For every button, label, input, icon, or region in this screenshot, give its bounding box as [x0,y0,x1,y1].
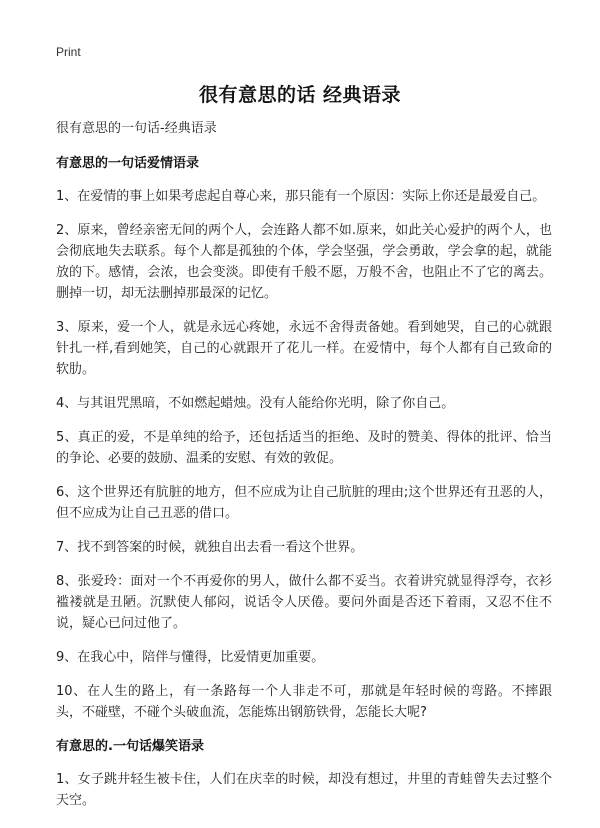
quote-paragraph: 2、原来，曾经亲密无间的两个人，会连路人都不如.原来，如此关心爱护的两个人，也会彻底地失去联系。每个人都是孤独的个体，学会坚强，学会勇敢，学会拿的起，就能放的下。感情，会浓，也会变淡。即使有千般不愿，万般不舍，也阻止不了它的离去。删掉一切，却无法删掉那最深的记忆。 [56,223,552,301]
quote-paragraph: 6、这个世界还有肮脏的地方，但不应成为让自己肮脏的理由;这个世界还有丑恶的人，但不应成为让自己丑恶的借口。 [56,485,552,521]
section-heading-funny: 有意思的.一句话爆笑语录 [56,739,204,754]
article-body [56,118,552,823]
quote-paragraph: 4、与其诅咒黑暗，不如燃起蜡烛。没有人能给你光明，除了你自己。 [56,396,455,411]
quote-paragraph: 7、找不到答案的时候，就独自出去看一看这个世界。 [56,540,364,555]
quote-paragraph: 3、原来，爱一个人，就是永远心疼她，永远不舍得责备她。看到她哭，自己的心就跟针扎一样,看到她笑，自己的心就跟开了花儿一样。在爱情中，每个人都有自己致命的软肋。 [56,320,552,377]
quote-paragraph: 1、在爱情的事上如果考虑起自尊心来，那只能有一个原因：实际上你还是最爱自己。 [56,189,546,204]
section-heading-love: 有意思的一句话爱情语录 [56,156,200,171]
quote-paragraph: 5、真正的爱，不是单纯的给予，还包括适当的拒绝、及时的赞美、得体的批评、恰当的争论、必要的鼓励、温柔的安慰、有效的敦促。 [56,430,552,466]
quote-paragraph: 1、女子跳井轻生被卡住，人们在庆幸的时候，却没有想过，井里的青蛙曾失去过整个天空。 [56,772,552,808]
quote-paragraph: 9、在我心中，陪伴与懂得，比爱情更加重要。 [56,650,325,665]
page-title: 很有意思的话 经典语录 [198,84,402,106]
print-link[interactable]: Print [56,45,81,59]
article-subtitle: 很有意思的一句话-经典语录 [56,121,217,136]
quote-paragraph: 8、张爱玲：面对一个不再爱你的男人，做什么都不妥当。衣着讲究就显得浮夸，衣衫褴褛就是丑陋。沉默使人郁闷，说话令人厌倦。要问外面是否还下着雨，又忍不住不说，疑心已问过他了。 [56,574,552,631]
quote-paragraph: 10、在人生的路上，有一条路每一个人非走不可，那就是年轻时候的弯路。不摔跟头，不碰壁，不碰个头破血流，怎能炼出钢筋铁骨，怎能长大呢? [56,684,552,720]
